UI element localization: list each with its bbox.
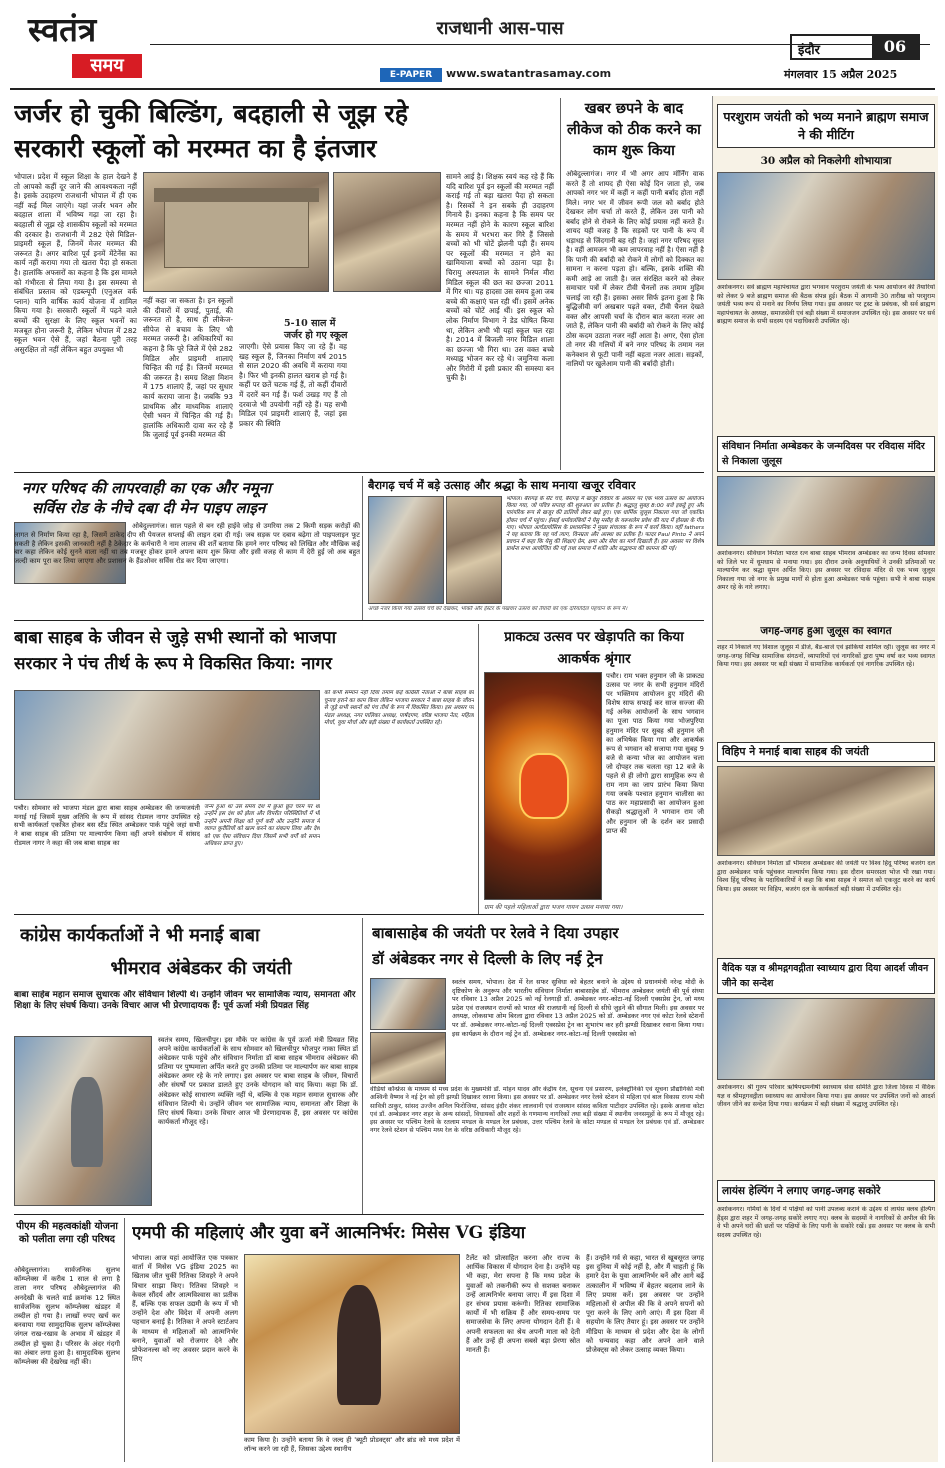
sidebar-s2-body: अशोकनगर। संविधान निर्माता भारत रत्न बाबा साहब भीमराव अम्बेडकर का जन्म दिवस सोमवार को जिले भर में धूमधाम से मनाया गया। इस दौरान उनके अनुयायियों ने उनकी प्रतिमाओं पर माल्यार्पण कर श्रद्धा सुमन अर्पित किए। इस अवसर पर रविदास मंदिर से एक भव्य जुलूस निकाला गया जो नगर के प्रमुख मार्गों से होता हुआ अम्बेडकर पार्क पहुंचा। सभी ने बाबा साहब अमर रहे के नारे लगाए। bbox=[717, 550, 935, 592]
sidebar-s5-photo bbox=[717, 998, 935, 1080]
school-building-photo bbox=[143, 172, 329, 292]
church-headline: बैरागढ़ चर्च में बड़े उत्साह और श्रद्धा के साथ मनाया खजूर रविवार bbox=[368, 478, 636, 492]
epaper-badge: E-PAPER bbox=[380, 68, 442, 82]
lead-photo-caption: 5-10 साल में जर्जर हो गए स्कूल bbox=[284, 318, 348, 341]
divider-h-3 bbox=[14, 914, 704, 915]
khedapati-body: पचौर। राम भक्त हनुमान जी के प्राकट्य उत्सव पर नगर के सभी हनुमान मंदिरों पर भक्तिमय आयोजन हुए मंदिरों की विशेष साफ सफाई कर साज सज्जा की गई अनेक आयोजनों के साथ भगवान का पूजा पाठ किया गया भोजपुरिया हनुमान मंदिर पर सुबह श्री हनुमान जी का अभिषेक किया गया और आकर्षक रूप से भगवान को सजाया गया सुबह 9 बजे से कन्या भोज का आयोजन चला जो दोपहर तक चलता रहा 12 बजे के पहले से ही लोगो द्वारा सामूहिक रूप से राम नाम का जाप प्रारंभ किया किया गया जबके पश्चात हनुमान चालीसा का पाठ कर महाप्रसादी का आयोजन हुआ सैकड़ो श्रद्धालुओं ने भगवान राम जी और हनुमान जी के दर्शन कर प्रसादी प्राप्त की bbox=[606, 672, 704, 835]
sidebar-s1-headline: परशुराम जयंती को भव्य मनाने ब्राह्मण समाज ने की मीटिंग bbox=[723, 109, 929, 142]
section-title: राजधानी आस-पास bbox=[436, 18, 564, 39]
congress-headline-1: कांग्रेस कार्यकर्ताओं ने भी मनाई बाबा bbox=[20, 925, 260, 946]
pipeline-body: ओबेदुल्लागंज। साल पहले से बन रही हाईवे जोड़ से उमरिया तक 2 किमी सड़क करोड़ों की लागत से निर्माण किया रहा है, जिसमें ठाकेद दीप सी पेयजल सप्लाई की लाइन दबा दी गई। जब सड़क पर दबाव बढ़ेगा तो पाइपलाइन फूट सकती है लेकिन इसकी जानकारी नहीं है ठेकेदार के कर्मचारी ने नाम लालच की शर्तें बताया कि हमने नगर परिषद को लिखित और मौखिक कई बार कहा लेकिन कोई सुनने वाला नहीं था तब मजबूर होकर हमने अपना काम शुरू किया और इसी वजह से काम में देरी हुई जो अब बहुत जल्दी काम पूरा कर लिया जाएगा और प्रशासन के हैंडओवर सर्विस रोड कर दिया जाएगा। bbox=[14, 522, 360, 566]
leakage-headline: खबर छपने के बाद लीकेज को ठीक करने का काम शुरू किया bbox=[567, 100, 701, 159]
pipeline-headline-1: नगर परिषद की लापरवाही का एक और नमूना bbox=[22, 479, 272, 497]
khedapati-caption: ग्राम की पहले महिलाओं द्वारा भजन गायन उत्सव मनाया गया। bbox=[484, 904, 623, 911]
pm-scheme-headline: पीएम की महत्वकांक्षी योजना को पलीता लगा रही परिषद bbox=[16, 1221, 118, 1246]
building-roof bbox=[154, 188, 319, 202]
statue-shape bbox=[71, 1077, 103, 1167]
hanuman-idol-photo bbox=[484, 672, 602, 900]
mrs-vg-body-3: हैं। उन्होंने गर्व से कहा, भारत से खूबसूरत जगह इस दुनिया में कोई नहीं है, और मैं चाहती हूं कि हमारे देश के युवा आत्मनिर्भर बनें और आगे बढ़ें तत्कालीन में भविष्य में बेहतर बदलाव लाने के लिए प्रयास करें। इस अवसर पर उन्होंने महिलाओं से अपील की कि वे अपने सपनों को पूरा करने के लिए आगे आएं। मैं इस दिशा में सहयोग के लिए तैयार हूं। इस अवसर पर उन्होंने मीडिया के माध्यम से प्रदेश और देश के लोगों को धन्यवाद कहा और अपने आने वाले प्रोजेक्ट्स को लेकर उत्साह व्यक्त किया। bbox=[586, 1254, 704, 1355]
lead-headline-2: सरकारी स्कूलों को मरम्मत का है इंतजार bbox=[14, 134, 377, 163]
khedapati-headline: प्राकट्य उत्सव पर खेड़ापति का किया आकर्षक श्रृंगार bbox=[504, 629, 684, 667]
divider-h-4 bbox=[14, 1214, 704, 1215]
sidebar-s5-headline: वैदिक यज्ञ व श्रीमद्गगवद्गीता स्वाध्याय द्वारा दिया आदर्श जीवन जीने का सन्देश bbox=[722, 963, 929, 989]
congress-body: स्वतंत्र समय, खिलचीपुर। इस मौके पर कांग्रेस के पूर्व ऊर्जा मंत्री प्रियव्रत सिंह अपने कांग्रेस कार्यकर्ताओं के साथ सोमवार को खिलचीपुर भोजपुर नाका स्थित डॉ अंबेडकर पार्क पहुंचे और संविधान निर्माता डॉ बाबा साहब भीमराव अंबेडकर की प्रतिमा पर पुष्पमाला अर्पित करते हुए उनकी प्रतिमा पर माल्यार्पण कर बाबा साहब अंबेडकर अमर रहे के नारे लगाए। इस अवसर पर बाबा साहब के जीवन, विचारों और संघर्षों पर प्रकाश डालते हुए उनके योगदान को याद किया। कहा कि डॉ. अंबेडकर कोई साधारण व्यक्ति नहीं थे, बल्कि वे एक महान समाज सुधारक और संविधान शिल्पी थे। उन्होंने जीवन भर सामाजिक न्याय, समानता और शिक्षा के लिए संघर्ष किया। उनके विचार आज भी प्रेरणादायक हैं, इस अवसर पर कांग्रेस कार्यकर्ता मौजूद रहे। bbox=[158, 1036, 358, 1126]
congress-photo bbox=[14, 1036, 152, 1206]
divider-v-5 bbox=[124, 1218, 125, 1462]
church-caption: अच्छे नजर किया गया उत्सव चर्च को देखकर, भक्ति और ईस्टर के पखवार उत्सव को तैयारी को एक दरियादिल पहचान के रूप में। bbox=[368, 606, 628, 612]
sidebar-s2-headline-box bbox=[717, 436, 935, 472]
nagar-body-2: जन्म हुआ था उस समय देश में छुआ छूत चरम पर था उन्होंने इस दंश को झेला और विपरीत परिस्थितियों में भी उन्होंने अपनी शिक्षा को पूर्ण करी और उन्होंने समाज में व्याप्त कुरीतियों को खत्म करने का संकल्प लिया और देश को एक ऐसा संविधान दिया जिसमें सभी वर्गों को समान अधिकार प्राप्त हुए। bbox=[204, 804, 320, 848]
nagar-headline-2: सरकार ने पंच तीर्थ के रूप मे विकसित किया: नागर bbox=[14, 654, 332, 674]
sidebar-s4-headline-box bbox=[717, 742, 935, 762]
sidebar-s1-body: अशोकनगर। सर्व ब्राह्मण महापंचायत द्वारा भगवान परशुराम जयंती के भव्य आयोजन की तैयारियों को लेकर 9 बजे ब्राह्मण समाज की बैठक संपन्न हुई। बैठक में आगामी 30 तारीख को परशुराम जयंती भव्य रूप से मनाने का निर्णय लिया गया। इस अवसर पर ट्रस्ट के प्रबंधक, श्री सर्व ब्राह्मण महापंचायत के अध्यक्ष, समाजसेवी एवं बड़ी संख्या में समाजजन उपस्थित रहे। इस अवसर पर सर्व ब्राह्मण समाज के सभी सदस्य एवं पदाधिकारी उपस्थित रहे। bbox=[717, 284, 935, 326]
sidebar-s3-headline: जगह-जगह हुआ जुलूस का स्वागत bbox=[717, 624, 935, 641]
sidebar-s3-body: शहर में निकाले गए विशाल जुलूस में डीजे, बैंड-बाजे एवं झांकियां शामिल रहीं। जुलूस का नगर में जगह-जगह विभिन्न सामाजिक संगठनों, व्यापारियों एवं नागरिकों द्वारा पुष्प वर्षा कर भव्य स्वागत किया गया। इस अवसर पर बड़ी संख्या में सामाजिक कार्यकर्ता एवं नागरिक उपस्थित रहे। bbox=[717, 644, 935, 669]
railway-photo-1 bbox=[370, 978, 446, 1030]
sidebar-s6-headline: लायंस हेल्पिंग ने लगाए जगह-जगह सकोरे bbox=[722, 1185, 881, 1197]
logo-top: स्वतंत्र bbox=[28, 10, 97, 49]
sidebar-s1-subhead: 30 अप्रैल को निकलेगी शोभायात्रा bbox=[760, 155, 892, 167]
sidebar-s5-body: अशोकनगर। श्री गुरुप परिवार ऋषिपद्ममनीषी स्वाध्याय सेवा समिति द्वारा जिला दिवस में वैदिक यज्ञ व श्रीमद्गगवद्गीता स्वाध्याय का आयोजन किया गया। इस अवसर पर उपस्थित जनों को आदर्श जीवन जीने का सन्देश दिया गया। कार्यक्रम में बड़ी संख्या में श्रद्धालु उपस्थित रहे। bbox=[717, 1084, 935, 1109]
congress-subhead: बाबा साहेब महान समाज सुधारक और संविधान शिल्पी थे। उन्होंने जीवन भर सामाजिक न्याय, समानता और शिक्षा के लिए संघर्ष किया। उनके विचार आज भी प्रेरणादायक हैं: पूर्व ऊर्जा मंत्री प्रियव्रत सिंह bbox=[14, 990, 356, 1011]
divider-h-1 bbox=[14, 472, 704, 473]
edition-city: इंदौर bbox=[798, 43, 820, 58]
building-shape bbox=[164, 198, 309, 268]
sidebar-s4-photo bbox=[717, 766, 935, 856]
sidebar-s4-body: अशोकनगर। संविधान निर्माता डॉ भीमराव अम्बेडकर की जयंती पर विश्व हिंदू परिषद बजरंग दल द्वारा अम्बेडकर पार्क पहुंचकर माल्यार्पण किया गया। इस दौरान समरसता भोज भी रखा गया। विश्व हिंदू परिषद के पदाधिकारियों ने कहा कि बाबा साहब ने समाज को एकजुट करने का कार्य किया। इस अवसर पर विहिप, बजरंग दल के कार्यकर्ता बड़ी संख्या में उपस्थित रहे। bbox=[717, 860, 935, 893]
pm-scheme-body: ओबेदुल्लागंज। सार्वजनिक सुलभ कॉम्प्लेक्स में करीब 1 साल से लगा है ताला नगर परिषद औबेदुल्लागंज की अनदेखी के चलते वार्ड क्रमांक 12 स्थित सार्वजनिक सुलभ कॉम्प्लेक्स खंडहर में तब्दील हो गया है। लाखों रुपए खर्च कर बनवाया गया सामुदायिक सुलभ कॉम्प्लेक्स जंगल राख-रखाव के अभाव में खंडहर में तब्दील हो चुका है। परिसर के अंदर गंदगी का अंबार लगा हुआ है। सामुदायिक सुलभ कॉम्प्लेक्स की देखरेख नहीं की। bbox=[14, 1266, 120, 1367]
divider-v-3 bbox=[478, 624, 479, 914]
page-number: 06 bbox=[872, 36, 918, 58]
church-gathering-photo bbox=[446, 496, 502, 604]
mrs-vg-headline: एमपी की महिलाएं और युवा बनें आत्मनिर्भर: मिसेस VG इंडिया bbox=[132, 1223, 526, 1243]
sidebar-s2-photo bbox=[717, 476, 935, 546]
lead-col-3: जाएगी। ऐसे प्रयास किए जा रहे हैं। वह खह स्कूल हैं, जिनका निर्माण वर्ष 2015 से साल 2020 की अवधि में कराया गया है। फिर भी इनकी हालत खराब हो गई है। कहीं पर छतें चटक गई हैं, तो कहीं दीवारों में दरारें बन गई हैं। फर्श उखड़ गए हैं तो दरवाजे भी उपयोगी नहीं रहे हैं। यह सभी मिडिल एवं प्राइमरी शालाएं हैं, जहां इस प्रकार की स्थिति bbox=[239, 342, 347, 428]
mrs-vg-photo bbox=[244, 1254, 460, 1434]
sidebar-s6-headline-box bbox=[717, 1180, 935, 1202]
website-link[interactable]: www.swatantrasamay.com bbox=[446, 67, 612, 80]
edition-tab bbox=[790, 34, 920, 60]
railway-body-1: स्वतंत्र समय, भोपाल। देश में रेल सफर सुविधा को बेहतर बनाने के उद्देश्य से प्रधानमंत्री नरेन्द्र मोदी के दृष्टिकोण के अनुरूप और भारतीय संविधान निर्माता बाबासाहेब डॉ. भीमराव अम्बेडकर जयंती की पूर्व संध्या पर रविवार 13 अप्रैल 2025 को नई रेलगाड़ी डॉ. अम्बेडकर नगर-कोटा-नई दिल्ली एक्सप्रेस ट्रेन, जो मध्य प्रदेश एवं राजस्थान राज्यों को भारत की राजधानी नई दिल्ली से सीधे जुड़ने की सौगात मिली। इस अवसर पर अध्यक्ष, लोकसभा ओम बिरला द्वारा रविवार 13 अप्रैल 2025 को डॉ. अम्बेडकर नगर एवं कोटा रेलवे स्टेशनों पर डॉ. अम्बेडकर नगर-कोटा-नई दिल्ली एक्सप्रेस ट्रेन का शुभारंभ कर हरी झण्डी दिखाकर रवाना किया गया। इस कार्यक्रम के दौरान नई ट्रेन डॉ. अम्बेडकर नगर-कोटा-नई दिल्ली एक्सप्रेस को bbox=[452, 978, 704, 1038]
logo bbox=[28, 12, 146, 82]
mrs-vg-body-1: भोपाल। आज यहां आयोजित एक पत्रकार वार्ता में मिसेस VG इंडिया 2025 का खिताब जीत चुकीं रितिका शिवहरे ने अपने विचार साझा किए। रितिका शिवहरे न केवल सौंदर्य और आत्मविश्वास का प्रतीक हैं, बल्कि एक सफल उद्यमी के रूप में भी उन्होंने देश और विदेश में अपनी अलग पहचान बनाई है। रितिका ने अपने स्टार्टअप के माध्यम से महिलाओं को आत्मनिर्भर बनाने, युवाओं को रोजगार देने और प्रोफेशनल्स को नए अवसर प्रदान करने के लिए bbox=[132, 1254, 238, 1364]
sidebar bbox=[712, 96, 938, 1462]
sidebar-s1-photo bbox=[717, 172, 935, 280]
divider-v-lead bbox=[560, 98, 561, 470]
lead-headline-1: जर्जर हो चुकी बिल्डिंग, बदहाली से जूझ रहे bbox=[14, 99, 409, 128]
sidebar-s4-headline: विहिप ने मनाई बाबा साहब की जयंती bbox=[722, 745, 869, 758]
idol-face bbox=[519, 753, 569, 819]
lead-col-4: सामने आई है। शिक्षक स्वयं कह रहे हैं कि यदि बारिश पूर्व इन स्कूलों की मरम्मत नहीं कराई गई तो बड़ा खतरा पैदा हो सकता है। रिसकों ने इन सबके ही उदाहरण गिनाये हैं। इनका कहना है कि समय पर मरम्मत नहीं होने के कारण स्कूल बारिश के समय में भरभरा कर गिरे हैं जिससे बच्चों को भी चोटें झेलनी पड़ी हैं। समय पर स्कूलों की मरम्मत न होने का खामियाजा बच्चों को उठाना पड़ा है। चिरायु अस्पताल के सामने निर्मल मीरा मिडिल स्कूल की छत का छज्जा 2011 में गिर था। यह हादसा उस समय हुआ जब बच्चे की कक्षाएं चल रही थीं। इसमें अनेक बच्चों को चोटें आई थीं। इस स्कूल को लोक निर्माण विभाग ने डेड घोषित किया था, लेकिन अभी भी यहां स्कूल चल रहा है। 2014 में बिजली नगर मिडिल शाला का छज्जा भी गिरा था। उस वक्त बच्चे मध्याह्न भोजन कर रहे थे। जमुनिया कला और गिरोरी में इसी प्रकार की समस्या बन चुकी है। bbox=[446, 172, 554, 383]
sidebar-s6-body: अशोकनगर। गर्मियों के दिनों में पक्षियों को पानी उपलब्ध कराने के उद्देश्य से लायंस क्लब हेल्पिंग हैंड्स द्वारा शहर में जगह-जगह सकोरे लगाए गए। क्लब के सदस्यों ने नागरिकों से अपील की कि वे भी अपने घरों की छतों पर पक्षियों के लिए पानी के सकोरे रखें। इस अवसर पर क्लब के सभी सदस्य उपस्थित रहे। bbox=[717, 1206, 935, 1239]
nagar-photo bbox=[14, 690, 320, 800]
issue-date: मंगलवार 15 अप्रैल 2025 bbox=[784, 68, 898, 81]
railway-photo-2 bbox=[370, 1032, 446, 1084]
church-body: भोपाल। बैरागढ़ के सैंट चर्च, बैरागढ़ में खजूर रविवार के अवसर पर एक भव्य उत्सव का आयोजन किया गया, जो पवित्र सप्ताह की शुरुआत का प्रतीक है। श्रद्धालु सुबह 8:00 बजे इकट्ठे हुए और पारंपरिक रूप से खजूर की डालियों लेकर खड़े हुए। एक धार्मिक जुलूस निकाला गया जो एकत्रित होकर चर्च में पहुंचा। ईसाई धर्मावलंबियों ने येसु मसीह के यरूशलेम प्रवेश की याद में होसन्ना के गीत गाए। भोपाल आर्चडायोसिस के प्रशासनिक ने मुख्य संचालक के रूप में कार्य किया। वहीं fathers ने यह बताया कि यह पर्व त्याग, विनम्रता और आस्था का प्रतीक है। फादर Paul Pinto ने अपने प्रवचन में कहा कि येसु की शिक्षाएं प्रेम, क्षमा और सेवा का मार्ग दिखाती हैं। इस अवसर पर विशेष प्रार्थना सभा आयोजित की गई तथा समाज में शांति और सद्भावना की कामना की गई। bbox=[506, 496, 704, 553]
mrs-vg-photo-caption: काम किया है। उन्होंने बताया कि वे जल्द ही 'ब्यूटी प्रोडक्ट्स' और ब्रांड को मध्य प्रदेश में लॉन्च करने जा रही हैं, जिसका उद्देश्य स्थानीय bbox=[244, 1436, 460, 1453]
lead-col-2: नहीं कहा जा सकता है। इन स्कूलों की दीवारों में छपाई, पुताई, की जरूरत तो है, साथ ही लीकेज-सीपेज से बचाव के लिए भी मरम्मत जरूरी है। अधिकारियों का कहना है कि पूरे जिले में ऐसे 282 मिडिल और प्राइमरी शालाएं चिन्हित की गई हैं। जिनमें मरम्मत की जरूरत है। समग्र शिक्षा मिशन में 175 शालाएं हैं, जहां पर सुधार कार्य कराया जाना है। जबकि 93 प्राथमिक और माध्यमिक शालाएं ऐसी भवन में चिन्हित की गई हैं। हालांकि अधिकारी दावा कर रहे हैं कि जुलाई पूर्व इनकी मरम्मत की bbox=[143, 296, 233, 440]
nagar-body-3: को कभी सम्मान नहीं दिया तमाम कई कांग्रेसी नेताओं ने बाबा साहब को चुनाव हराने का काम किया लेकिन भाजपा सरकार ने बाबा साहब के जीवन से जुड़े सभी स्थानों को पंच तीर्थ के रूप में विकसित किया। इस अवसर पर मंडल अध्यक्ष, नगर पालिका अध्यक्ष, पार्षदगण, वरिष्ठ भाजपा नेता, महिला मोर्चा, युवा मोर्चा और बड़ी संख्या में कार्यकर्ता उपस्थित रहे। bbox=[324, 690, 474, 727]
logo-bottom: समय bbox=[72, 54, 142, 78]
pipeline-headline-2: सर्विस रोड के नीचे दबा दी मेन पाइप लाइन bbox=[32, 499, 266, 517]
damaged-wall-photo bbox=[333, 172, 441, 292]
nagar-headline-1: बाबा साहब के जीवन से जुड़े सभी स्थानों को भाजपा bbox=[14, 628, 336, 648]
mrs-vg-body-2: टैलेंट को प्रोत्साहित करना और राज्य के आर्थिक विकास में योगदान देना है। उन्होंने यह भी कहा, मेरा सपना है कि मध्य प्रदेश के युवाओं को तकनीकी रूप से सशक्त बनाकर उन्हें आत्मनिर्भर बनाया जाए। मैं इस दिशा में हर संभव प्रयास करूंगी। रितिका सामाजिक कार्यों में भी सक्रिय हैं और समय-समय पर समाजसेवा के लिए अपना योगदान देती हैं। वे अपनी सफलता का श्रेय अपनी माता को देती हैं और उन्हें ही अपना सबसे बड़ा प्रेरणा स्रोत मानती हैं। bbox=[466, 1254, 580, 1355]
divider-h-2 bbox=[14, 620, 704, 621]
nagar-body-1: पचौर। सोमवार को भाजपा मंडल द्वारा बाबा साहब अम्बेडकर की जन्मजयंती मनाई गई जिसमें मुख्य अतिथि के रूप में सांसद रोडमल नागर उपस्थित रहे सभी कार्यकर्ता एकत्रित होकर बस स्टैंड स्थित अम्बेडकर पार्क पहुंचे जहां सभी ने बाबा साहब की प्रतिमा पर माल्यार्पण किया वहीं अपने संबोधन में सांसद रोडमल नागर ने कहा की जब बाबा साहब का bbox=[14, 804, 200, 847]
railway-headline-1: बाबासाहेब की जयंती पर रेलवे ने दिया उपहार bbox=[372, 924, 619, 942]
mrs-vg-portrait bbox=[337, 1285, 381, 1405]
leakage-body: ओबेदुल्लागंज। नगर में भी अगर आप मॉर्निंग वाक करते हैं तो शायद ही ऐसा कोई दिन जाता हो, जब आपको नगर भर में कहीं न कहीं पानी बर्बाद होता नहीं मिले। नगर भर में जीवन रूपी जल को बर्बाद होते देखकर लोग चर्चा तो करते हैं, लेकिन उस पानी को बर्बाद होने से रोकने के लिए कोई प्रयास नहीं करते हैं। शायद यही वजह है कि सड़कों पर पानी के रूप में धड़ाधड़ से जिंदगानी बह रही है। जहां नगर परिषद सुस्त है। वहीं आमजन भी कम लापरवाह नहीं है। ऐसा नहीं है कि पानी की बर्बादी को रोकने में लोगों को दिक्कत का सामना न करना पड़ता हो। बल्कि, इसके शक्ति की कमी आड़े आ जाती है। जल संरक्षित करने को लेकर समाचार पत्रों में लेकर टीवी चैनलों तक तमाम मुहिम चलाई जा रही हैं। इसका असर सिर्फ इतना हुआ है कि बुद्धिजीवी वर्ग अखबार पढ़ते वक्त, टीवी चैनल देखते वक्त और आपसी चर्चा के दौरान बात करता नजर आ जाते हैं, लेकिन पानी की बर्बादी को रोकने के लिए कोई ठोस कदम उठाता नजर नहीं आता है। अगर, ऐसा होता तो नगर की गलियों में बने नगर परिषद के तमाम नल कनेक्शन से फूटी पानी नहीं बहता नजर आता। सड़कों, नालियों पर खुलेआम पानी की बर्बादी होती। bbox=[566, 170, 704, 368]
church-procession-photo bbox=[368, 496, 444, 604]
sidebar-s1-headline-box bbox=[717, 104, 935, 148]
sidebar-s2-headline: संविधान निर्माता अम्बेडकर के जन्मदिवस पर रविदास मंदिर से निकाला जुलूस bbox=[722, 441, 925, 467]
divider-v-2 bbox=[362, 476, 363, 620]
sidebar-s5-headline-box bbox=[717, 958, 935, 994]
congress-headline-2: भीमराव अंबेडकर की जयंती bbox=[110, 958, 292, 979]
masthead-bottom-rule bbox=[10, 88, 935, 90]
railway-body-2: वीडियो कॉन्फ्रेंस के माध्यम से मध्य प्रदेश के मुख्यमंत्री डॉ. मोहन यादव और केंद्रीय रेल, सूचना एवं प्रसारण, इलेक्ट्रॉनिकी एवं सूचना प्रौद्योगिकी मंत्री अश्विनी वैष्णव ने नई ट्रेन को हरी झण्डी दिखाकर रवाना किया। इस अवसर पर डॉ. अम्बेडकर नगर रेलवे स्टेशन से महिला एवं बाल विकास राज्य मंत्री सावित्री ठाकुर, सांसद उज्जैन अनिल फिरोजिया, सांसद इंदौर शंकर लालवानी एवं राजस्थान सांसद कविता पाटीदार उपस्थित रहे। इसके अलावा कोटा एवं डॉ. अम्बेडकर नगर शहर के अन्य सांसदों, विधायकों और शहरों के गणमान्य नागरिकों तथा बड़ी संख्या में स्थानीय जनसमूहों के रूप में मौजूद रहे। इस अवसर पर पश्चिम रेलवे के रतलाम मण्डल के मण्डल रेल प्रबंधक, उत्तर पश्चिम रेलवे के कोटा मण्डल से मण्डल रेल प्रबंधक एवं डॉ. अम्बेडकर नगर रेलवे स्टेशन से पश्चिम मध्य रेल के वरिष्ठ अधिकारी मौजूद रहे। bbox=[370, 1086, 704, 1135]
lead-col-1: भोपाल। प्रदेश में स्कूल शिक्षा के हाल देखने हैं तो आपको कहीं दूर जाने की आवश्यकता नहीं है। इसके उदाहरण राजधानी भोपाल में ही एक नहीं कई मिल जाएंगे। यहां जर्जर भवन और बदहाल शाला में भविष्य गढ़ा जा रहा है। बदहाली से जूझ रहे शासकीय स्कूलों को मरम्मत की दरकार है। राजधानी में 282 ऐसे मिडिल-प्राइमरी स्कूल हैं, जिनमें मेजर मरम्मत की जरूरत है। अगर बारिश पूर्व इनमें मेंटेनेंस का कार्य नहीं कराया गया तो खतरा पैदा हो सकता है। हालांकि अफसरों का कहना है कि इस मामले को गंभीरता से लिया गया है। इस समस्या से संबंधित प्रस्ताव को एडब्ल्यूपी (एनुअल वर्क प्लान) यानि वार्षिक कार्य योजना में शामिल किया गया है। सरकारी स्कूलों में पढ़ने वाले बच्चों की सुरक्षा के लिए स्कूल भवनों का मजबूत होना जरूरी है, लेकिन भोपाल में 282 स्कूल भवन ऐसे हैं, जहां बैठना पूरी तरह असुरक्षित तो नहीं लेकिन बहुत उपयुक्त भी bbox=[14, 172, 137, 354]
divider-v-4 bbox=[362, 918, 363, 1214]
masthead bbox=[0, 0, 945, 90]
railway-headline-2: डॉ अंबेडकर नगर से दिल्ली के लिए नई ट्रेन bbox=[372, 950, 603, 968]
